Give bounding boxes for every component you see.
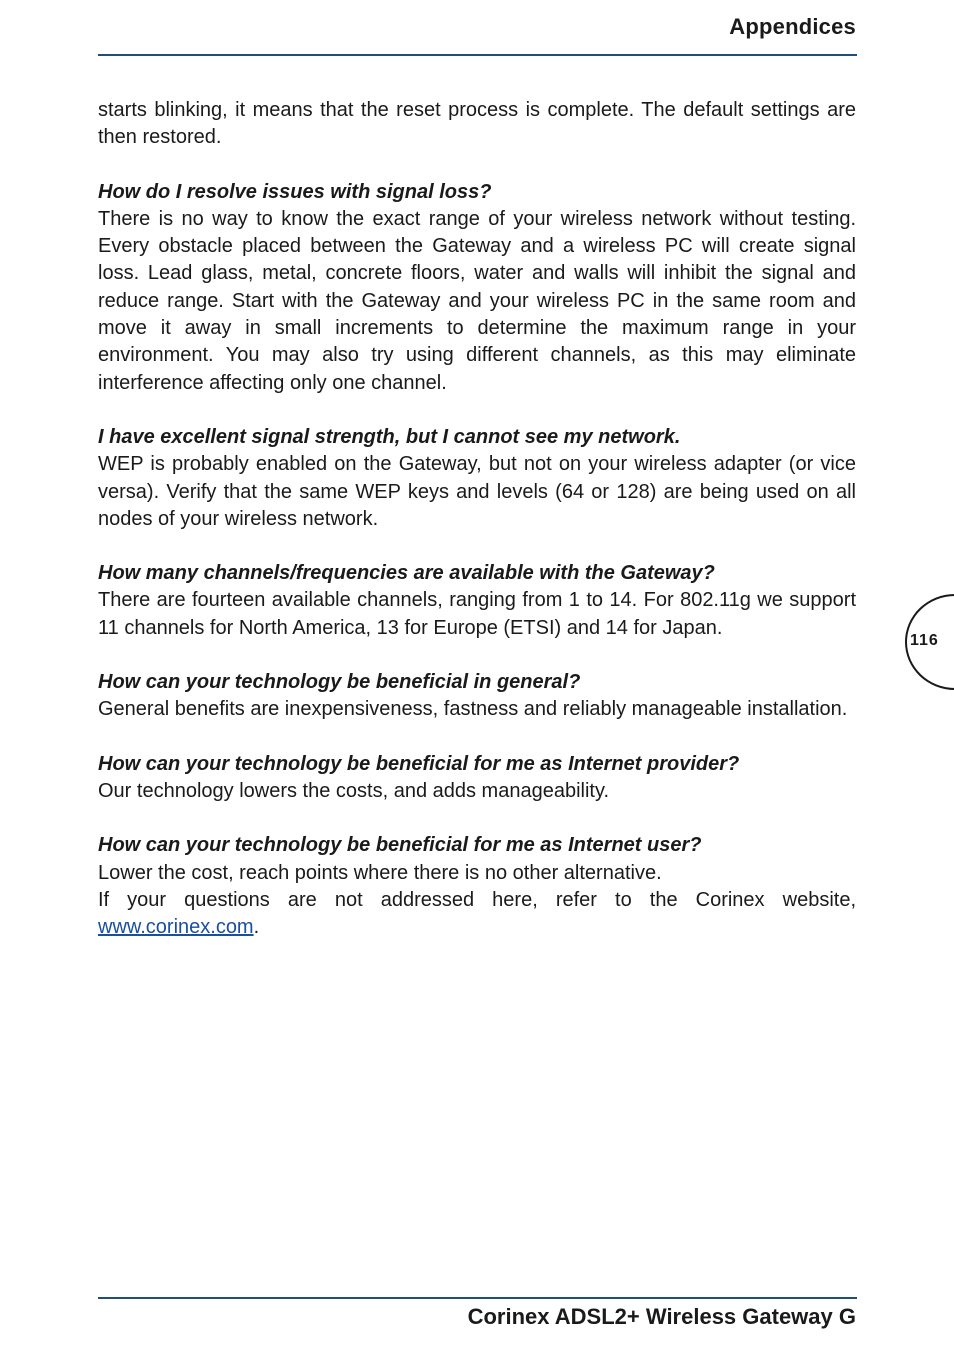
closing-suffix: . (253, 916, 260, 939)
footer-rule (98, 1297, 857, 1299)
faq-answer: Lower the cost, reach points where there is no other alternative. (98, 861, 662, 884)
faq-answer: There is no way to know the exact range of your wireless network without testing. Every obstacle placed between the Gateway and a wireless PC will create signal loss. Lead glass, metal, concrete floors, water and walls will inhibit the signal and reduce range. Start with the Gateway and your wireless PC in the same room and move it away in small increments to determine the maximum range in your environment. You may also try using different channels, as this may eliminate interference affecting only one channel. (98, 207, 856, 394)
page-number: 116 (910, 632, 939, 649)
closing-text: If your questions are not addressed here, refer to the Corinex website, (98, 888, 856, 911)
product-title: Corinex ADSL2+ Wireless Gateway G (467, 1304, 856, 1329)
faq-item (98, 669, 856, 724)
faq-question: I have excellent signal strength, but I cannot see my network. (98, 425, 681, 448)
faq-answer: Our technology lowers the costs, and adds manageability. (98, 779, 610, 802)
closing-paragraph (98, 887, 856, 942)
corinex-website-link[interactable]: www.corinex.com (98, 916, 254, 939)
faq-item (98, 832, 856, 887)
section-title: Appendices (729, 14, 856, 39)
faq-item (98, 560, 856, 642)
faq-answer: WEP is probably enabled on the Gateway, but not on your wireless adapter (or vice versa). Verify that the same WEP keys and levels (64 or 128) are being used on all nodes of your wireless network. (98, 453, 856, 530)
faq-answer: There are fourteen available channels, ranging from 1 to 14. For 802.11g we support 11 channels for North America, 13 for Europe (ETSI) and 14 for Japan. (98, 589, 856, 639)
faq-item (98, 179, 856, 397)
faq-question: How can your technology be beneficial for me as Internet user? (98, 834, 702, 857)
faq-question: How do I resolve issues with signal loss? (98, 180, 492, 203)
faq-item (98, 424, 856, 533)
faq-question: How can your technology be beneficial in general? (98, 671, 581, 694)
faq-answer: General benefits are inexpensiveness, fastness and reliably manageable installation. (98, 698, 848, 721)
faq-question: How many channels/frequencies are available with the Gateway? (98, 562, 715, 585)
header-rule (98, 54, 857, 56)
page-content (98, 97, 856, 941)
faq-question: How can your technology be beneficial for me as Internet provider? (98, 752, 740, 775)
faq-item (98, 751, 856, 806)
intro-paragraph: starts blinking, it means that the reset process is complete. The default settings are then restored. (98, 99, 856, 149)
